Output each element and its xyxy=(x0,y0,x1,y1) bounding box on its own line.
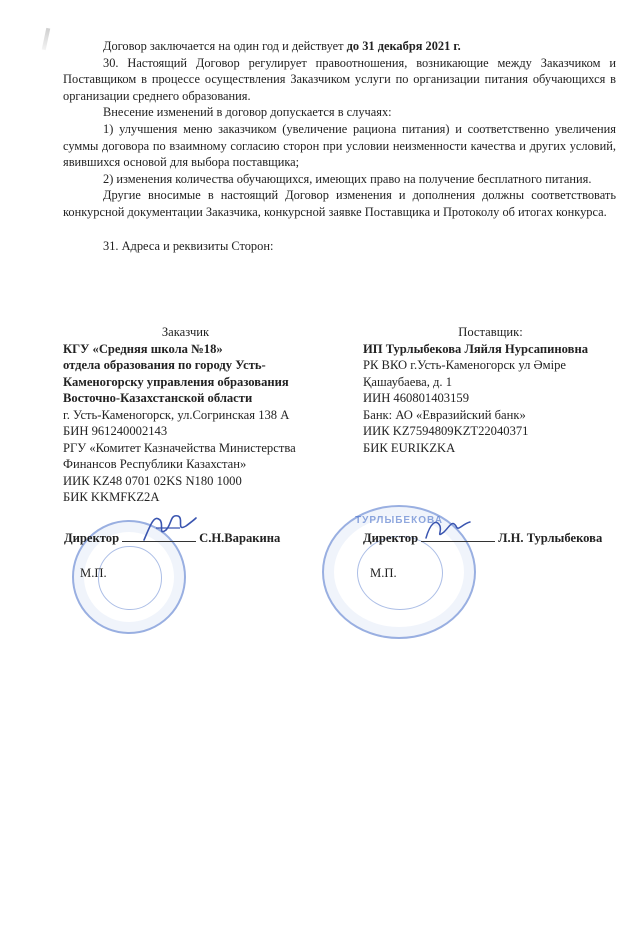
contract-text xyxy=(63,38,616,254)
seal-emblem xyxy=(98,546,162,610)
customer-details xyxy=(63,324,308,506)
customer-address: г. Усть-Каменогорск, ул.Согринская 138 А xyxy=(63,407,290,422)
customer-signature-icon xyxy=(140,506,200,546)
clause-30: 30. Настоящий Договор регулирует правоотношения, возникающие между Заказчиком и Поставщиком в процессе осуществления Заказчиком услуги по организации питания обучающихся в организации среднего образования. xyxy=(63,55,616,103)
customer-iik: ИИК KZ48 0701 02KS N180 1000 xyxy=(63,473,242,488)
customer-mp: М.П. xyxy=(80,566,107,580)
other-changes: Другие вносимые в настоящий Договор изменения и дополнения должны соответствовать конкурсной документации Заказчика, конкурсной заявке Поставщика и Протоколу об итогах конкурса. xyxy=(63,188,616,219)
supplier-iin: ИИН 460801403159 xyxy=(363,391,469,405)
term-paragraph xyxy=(63,38,616,55)
supplier-bik: БИК EURIKZKA xyxy=(363,440,456,455)
supplier-signature-icon xyxy=(422,514,474,544)
supplier-sign-name: Л.Н. Турлыбекова xyxy=(498,531,603,545)
supplier-signature-line xyxy=(363,530,602,546)
term-text: Договор заключается на один год и действует xyxy=(103,39,344,53)
supplier-sign-role: Директор xyxy=(363,531,419,545)
stamp-text: ТУРЛЫБЕКОВА xyxy=(355,515,443,526)
customer-sign-name: С.Н.Варакина xyxy=(199,531,281,545)
customer-bik: БИК KKMFKZ2A xyxy=(63,490,160,504)
customer-bin: БИН 961240002143 xyxy=(63,424,168,438)
customer-heading: Заказчик xyxy=(161,325,210,339)
supplier-iik: ИИК KZ7594809KZT22040371 xyxy=(363,424,529,438)
supplier-bank: Банк: АО «Евразийский банк» xyxy=(363,407,526,422)
supplier-mp: М.П. xyxy=(370,566,397,580)
change-case-1: 1) улучшения меню заказчиком (увеличение рациона питания) и соответственно увеличения суммы договора по взаимному согласию сторон при условии неизменности качества и других условий, явившихся основой для выбора поставщика; xyxy=(63,121,616,170)
scan-artifact xyxy=(42,28,50,50)
supplier-address: РК ВКО г.Усть-Каменогорск ул Әміре Қашаубаева, д. 1 xyxy=(363,358,566,389)
supplier-details xyxy=(363,324,618,456)
customer-sign-role: Директор xyxy=(64,531,120,545)
customer-department: отдела образования по городу Усть-Каменогорску управления образования Восточно-Казахстанской области xyxy=(63,358,289,405)
changes-intro: Внесение изменений в договор допускается в случаях: xyxy=(103,105,392,120)
customer-bank: РГУ «Комитет Казначейства Министерства Финансов Республики Казахстан» xyxy=(63,440,296,471)
customer-name: КГУ «Средняя школа №18» xyxy=(63,341,223,356)
supplier-name: ИП Турлыбекова Ляйля Нурсапиновна xyxy=(363,341,588,356)
term-date: до 31 декабря 2021 г. xyxy=(346,39,461,53)
change-case-2: 2) изменения количества обучающихся, имеющих право на получение бесплатного питания. xyxy=(103,171,592,186)
clause-31: 31. Адреса и реквизиты Сторон: xyxy=(103,238,274,253)
supplier-heading: Поставщик: xyxy=(458,325,523,339)
